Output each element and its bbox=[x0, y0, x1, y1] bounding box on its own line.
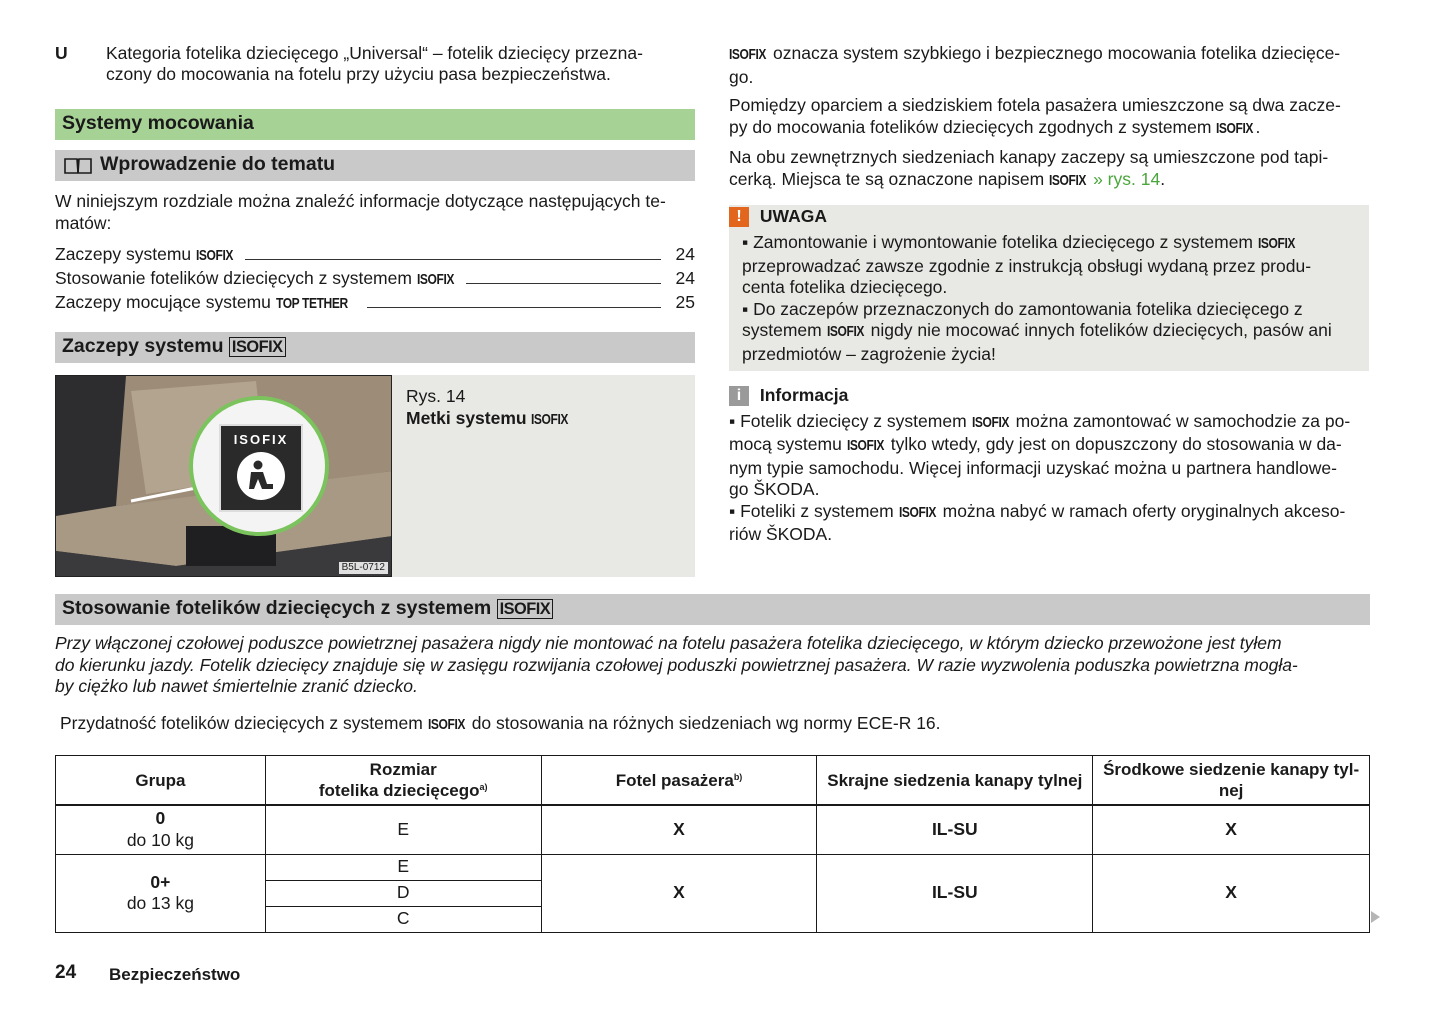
subsection-title-text: Zaczepy systemu bbox=[62, 335, 224, 357]
italic-line: Przy włączonej czołowej poduszce powietrznej pasażera nigdy nie montować na fotelu pasażera fotelika dziecięcego, w którym dziecko przewożone jest tyłem bbox=[55, 633, 1282, 653]
info-line: można zamontować w samochodzie za po- bbox=[1015, 410, 1351, 431]
isofix-tag: ISOFIX bbox=[846, 438, 884, 454]
isofix-suitability-table bbox=[55, 755, 1370, 933]
p2-line-2: py do mocowania fotelików dziecięcych zgodnych z systemem bbox=[729, 116, 1212, 137]
p1-line-1: oznacza system szybkiego i bezpiecznego mocowania fotelika dziecięce- bbox=[773, 43, 1341, 63]
footnote-b: b) bbox=[733, 771, 743, 782]
figure-link[interactable]: » rys. 14 bbox=[1093, 168, 1161, 189]
u-marker: U bbox=[55, 43, 68, 63]
group-number: 0+ bbox=[150, 871, 171, 892]
cell-size: C bbox=[265, 906, 541, 932]
header-size-line-2: fotelika dziecięcego bbox=[318, 781, 480, 800]
warning-body bbox=[742, 232, 1362, 365]
right-paragraph-3: Na obu zewnętrznych siedzeniach kanapy zaczepy są umieszczone pod tapi- cerką. Miejsca te są oznaczone napisem ISOFIX » rys. 14. bbox=[729, 147, 1369, 192]
cell-group bbox=[56, 854, 266, 932]
p3-line-2: cerką. Miejsca te są oznaczone napisem bbox=[729, 168, 1045, 189]
section-title: Systemy mocowania bbox=[62, 112, 254, 134]
header-passenger bbox=[541, 756, 817, 806]
warning-icon: ! bbox=[729, 207, 749, 227]
isofix-label-callout bbox=[189, 396, 329, 536]
group-weight: do 13 kg bbox=[126, 893, 194, 913]
header-middle-line-1: Środkowe siedzenie kanapy tyl- bbox=[1103, 760, 1360, 779]
cell-size: D bbox=[265, 880, 541, 906]
cell-size: E bbox=[265, 854, 541, 880]
info-line: ▪ Fotelik dziecięcy z systemem bbox=[729, 410, 967, 431]
figure-caption-number: Rys. 14 bbox=[406, 386, 466, 406]
footnote-a: a) bbox=[479, 782, 488, 792]
section-title-bar bbox=[55, 109, 695, 140]
header-size bbox=[265, 756, 541, 806]
table-intro bbox=[60, 713, 941, 737]
bottom-section-title-text: Stosowanie fotelików dziecięcych z systemem bbox=[62, 597, 492, 619]
group-weight: do 10 kg bbox=[126, 829, 194, 850]
info-line: riów ŠKODA. bbox=[729, 524, 833, 544]
cell-middle: X bbox=[1093, 854, 1370, 932]
isofix-tag: ISOFIX bbox=[229, 337, 286, 357]
figure-caption-title bbox=[406, 408, 571, 432]
table-intro-text: do stosowania na różnych siedzeniach wg normy ECE-R 16. bbox=[471, 713, 941, 733]
toc-entry-label[interactable]: Zaczepy systemu bbox=[55, 244, 192, 264]
isofix-tag: ISOFIX bbox=[729, 47, 767, 63]
subsection-title-bar bbox=[55, 332, 695, 363]
intro-text-line-1: W niniejszym rozdziale można znaleźć informacje dotyczące następujących te- bbox=[55, 191, 666, 211]
info-box bbox=[729, 385, 1369, 546]
toc-entry-page[interactable]: 24 bbox=[675, 268, 695, 288]
isofix-tag: ISOFIX bbox=[1216, 120, 1254, 137]
book-icon bbox=[63, 156, 93, 182]
isofix-tag: ISOFIX bbox=[531, 412, 569, 428]
right-paragraph-2: Pomiędzy oparciem a siedziskiem fotela pasażera umieszczone są dwa zacze- py do mocowania fotelików dziecięcych zgodnych z systemem ISOFIX . bbox=[729, 95, 1369, 140]
cell-size: E bbox=[265, 805, 541, 854]
info-line: nym typie samochodu. Więcej informacji uzyskać można u partnera handlowe- bbox=[729, 457, 1337, 478]
header-size-line-1: Rozmiar bbox=[369, 760, 437, 779]
p1-line-2: go. bbox=[729, 66, 754, 87]
header-group: Grupa bbox=[56, 756, 266, 806]
warning-line: centa fotelika dziecięcego. bbox=[742, 277, 948, 297]
subsection-title bbox=[62, 336, 286, 358]
cell-middle: X bbox=[1093, 805, 1370, 854]
page-number: 24 bbox=[55, 962, 77, 983]
header-passenger-text: Fotel pasażera bbox=[615, 770, 734, 790]
warning-title: UWAGA bbox=[759, 206, 827, 226]
isofix-tag: ISOFIX bbox=[971, 414, 1009, 431]
isofix-tag: ISOFIX bbox=[497, 599, 554, 619]
info-line: go ŠKODA. bbox=[729, 479, 820, 499]
bottom-section-title bbox=[62, 598, 553, 620]
toc-entry-page[interactable]: 24 bbox=[675, 244, 695, 264]
toc-entry-label[interactable]: Zaczepy mocujące systemu bbox=[55, 292, 271, 312]
italic-line: do kierunku jazdy. Fotelik dziecięcy znajduje się w zasięgu rozwijania czołowej poduszki powietrznej pasażera. W razie wyzwolenia poduszka powietrzna mogła- bbox=[55, 654, 1298, 675]
table-intro-text: Przydatność fotelików dziecięcych z systemem bbox=[60, 713, 423, 733]
warning-line: systemem bbox=[742, 320, 822, 340]
figure-code: B5L-0712 bbox=[339, 562, 388, 574]
isofix-tag: ISOFIX bbox=[1257, 236, 1295, 252]
header-middle-line-2: nej bbox=[1218, 781, 1244, 800]
info-line: ▪ Foteliki z systemem bbox=[729, 500, 894, 521]
intro-text-line-2: matów: bbox=[55, 213, 112, 233]
toc-entry-tag: ISOFIX bbox=[196, 248, 234, 264]
table-row bbox=[56, 854, 1370, 880]
isofix-tag: ISOFIX bbox=[1049, 172, 1087, 189]
italic-line: by ciężko lub nawet śmiertelnie zranić dziecko. bbox=[55, 676, 418, 696]
figure-image bbox=[55, 375, 392, 577]
info-title: Informacja bbox=[759, 385, 849, 405]
toc-entry[interactable] bbox=[55, 268, 695, 290]
warning-header bbox=[729, 206, 827, 228]
cell-outer: IL-SU bbox=[817, 854, 1093, 932]
header-middle-seat bbox=[1093, 756, 1370, 806]
info-header bbox=[729, 385, 1369, 407]
continue-arrow-icon bbox=[1371, 911, 1380, 923]
info-line: mocą systemu bbox=[729, 434, 842, 454]
chapter-label: Bezpieczeństwo bbox=[109, 965, 241, 984]
p2-line-1: Pomiędzy oparciem a siedziskiem fotela pasażera umieszczone są dwa zacze- bbox=[729, 95, 1341, 115]
toc-entry-tag: ISOFIX bbox=[416, 272, 454, 288]
airbag-warning-text bbox=[55, 633, 1375, 698]
toc-entry-page[interactable]: 25 bbox=[675, 292, 695, 312]
warning-line: ▪ Do zaczepów przeznaczonych do zamontowania fotelika dziecięcego z bbox=[742, 298, 1303, 319]
right-paragraph-1 bbox=[729, 43, 1369, 88]
u-text-line-2: czony do mocowania na fotelu przy użyciu pasa bezpieczeństwa. bbox=[106, 64, 611, 84]
warning-line: przeprowadzać zawsze zgodnie z instrukcją obsługi wydaną przez produ- bbox=[742, 255, 1312, 276]
warning-line: nigdy nie mocować innych fotelików dziecięcych, pasów ani bbox=[870, 320, 1332, 340]
info-body bbox=[729, 411, 1369, 546]
cell-passenger: X bbox=[541, 805, 817, 854]
p3-line-1: Na obu zewnętrznych siedzeniach kanapy zaczepy są umieszczone pod tapi- bbox=[729, 147, 1329, 167]
intro-title-bar bbox=[55, 150, 695, 181]
cell-group bbox=[56, 805, 266, 854]
info-line: można nabyć w ramach oferty oryginalnych akceso- bbox=[942, 500, 1346, 521]
table-row bbox=[56, 805, 1370, 854]
header-outer-seats: Skrajne siedzenia kanapy tylnej bbox=[817, 756, 1093, 806]
child-seat-icon bbox=[237, 452, 285, 500]
u-text-line-1: Kategoria fotelika dziecięcego „Universal“ – fotelik dziecięcy przezna- bbox=[106, 43, 643, 63]
figure-panel bbox=[55, 375, 695, 577]
toc-entry-tag: TOP TETHER bbox=[275, 296, 348, 312]
toc-entry[interactable] bbox=[55, 244, 695, 266]
isofix-tag: ISOFIX bbox=[898, 504, 936, 521]
table-header-row bbox=[56, 756, 1370, 806]
warning-line: przedmiotów – zagrożenie życia! bbox=[742, 343, 996, 364]
warning-line: ▪ Zamontowanie i wymontowanie fotelika dziecięcego z systemem bbox=[742, 232, 1254, 252]
intro-title: Wprowadzenie do tematu bbox=[100, 153, 336, 175]
isofix-badge-text: ISOFIX bbox=[233, 432, 289, 447]
cell-outer: IL-SU bbox=[817, 805, 1093, 854]
info-line: tylko wtedy, gdy jest on dopuszczony do stosowania w da- bbox=[890, 434, 1342, 454]
bottom-section-title-bar bbox=[55, 594, 1370, 625]
figure-caption-title-text: Metki systemu bbox=[406, 408, 527, 428]
toc-entry-label[interactable]: Stosowanie fotelików dziecięcych z systemem bbox=[55, 268, 412, 288]
isofix-label bbox=[219, 424, 303, 512]
info-icon: i bbox=[729, 386, 749, 406]
isofix-tag: ISOFIX bbox=[427, 717, 465, 733]
isofix-tag: ISOFIX bbox=[826, 324, 864, 340]
toc-entry[interactable] bbox=[55, 292, 695, 314]
cell-passenger: X bbox=[541, 854, 817, 932]
group-number: 0 bbox=[155, 808, 166, 829]
warning-box bbox=[729, 205, 1369, 371]
